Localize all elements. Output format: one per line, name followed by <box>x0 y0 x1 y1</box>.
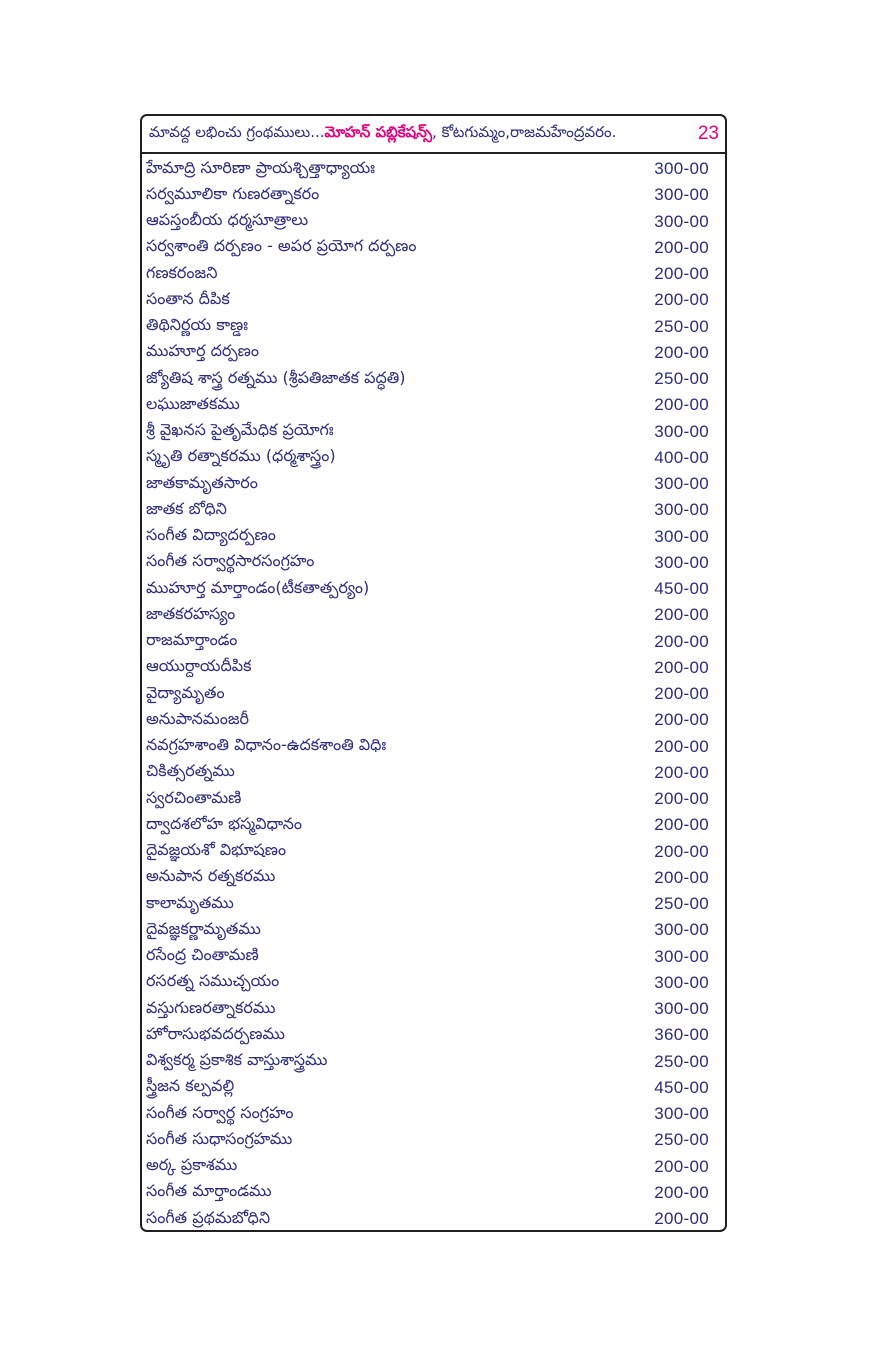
book-list-item <box>142 156 725 182</box>
book-title: జ్యోతిష శాస్త్ర రత్నము (శ్రీపతిజాతక పద్ధతి) <box>146 367 406 387</box>
book-list-item <box>142 1075 725 1101</box>
book-price: 200-00 <box>654 1156 709 1176</box>
book-price: 300-00 <box>654 421 709 441</box>
book-title: స్వరచింతామణి <box>146 787 242 807</box>
book-title: సంగీత సుధాసంగ్రహము <box>146 1128 293 1148</box>
book-list-item <box>142 261 725 287</box>
book-list-item <box>142 707 725 733</box>
book-price: 300-00 <box>654 972 709 992</box>
book-title: జాతక బోధిని <box>146 498 227 518</box>
book-title: సంగీత మార్తాండము <box>146 1181 272 1201</box>
header-intro-text: మావద్ద లభించు గ్రంథములు... <box>149 123 325 141</box>
book-list-item <box>142 970 725 996</box>
book-list <box>142 154 725 1232</box>
book-title: సంతాన దీపిక <box>146 288 230 308</box>
book-title: ఆయుర్దాయదీపిక <box>146 656 252 676</box>
book-list-item <box>142 497 725 523</box>
book-title: వైద్యామృతం <box>146 682 225 702</box>
book-title: జాతకామృతసారం <box>146 472 258 492</box>
book-price: 200-00 <box>654 841 709 861</box>
book-price: 200-00 <box>654 867 709 887</box>
book-list-item <box>142 681 725 707</box>
book-price: 300-00 <box>654 552 709 572</box>
book-title: సర్వమూలికా గుణరత్నాకరం <box>146 183 320 203</box>
publisher-name: మోహన్ పబ్లికేషన్స్ <box>324 123 433 141</box>
book-list-item <box>142 340 725 366</box>
book-title: రాజమార్తాండం <box>146 630 238 650</box>
book-price: 250-00 <box>654 1130 709 1150</box>
book-title: వస్తుగుణరత్నాకరము <box>146 997 276 1017</box>
book-catalog-box <box>140 114 727 1232</box>
book-title: ముహూర్త దర్పణం <box>146 341 259 361</box>
book-list-item <box>142 812 725 838</box>
book-list-item <box>142 1180 725 1206</box>
book-list-item <box>142 445 725 471</box>
book-list-item <box>142 287 725 313</box>
book-list-item <box>142 392 725 418</box>
book-price: 200-00 <box>654 710 709 730</box>
book-list-item <box>142 1206 725 1232</box>
book-list-item <box>142 1101 725 1127</box>
book-price: 300-00 <box>654 474 709 494</box>
book-price: 450-00 <box>654 1077 709 1097</box>
book-title: గణకరంజని <box>146 262 218 282</box>
book-price: 300-00 <box>654 999 709 1019</box>
book-title: అనుపానమంజరీ <box>146 708 250 728</box>
book-list-item <box>142 1049 725 1075</box>
book-title: తిథినిర్ణయ కాణ్డః <box>146 315 249 335</box>
book-price: 300-00 <box>654 185 709 205</box>
book-list-item <box>142 209 725 235</box>
book-title: హోరాసుభవదర్పణము <box>146 1023 285 1043</box>
book-list-item <box>142 655 725 681</box>
book-price: 200-00 <box>654 789 709 809</box>
book-title: ఆపస్తంబీయ ధర్మసూత్రాలు <box>146 210 309 230</box>
book-title: చికిత్సరత్నము <box>146 761 235 781</box>
book-title: సర్వశాంతి దర్పణం - అపర ప్రయోగ దర్పణం <box>146 236 417 256</box>
book-price: 450-00 <box>654 579 709 599</box>
book-list-item <box>142 734 725 760</box>
book-price: 300-00 <box>654 211 709 231</box>
book-price: 200-00 <box>654 395 709 415</box>
book-list-item <box>142 1022 725 1048</box>
book-title: లఘుజాతకము <box>146 393 240 413</box>
book-price: 250-00 <box>654 316 709 336</box>
book-price: 300-00 <box>654 1104 709 1124</box>
book-title: రసరత్న సముచ్చయం <box>146 971 280 991</box>
book-list-item <box>142 524 725 550</box>
book-title: ద్వాదశలోహ భస్మవిధానం <box>146 813 302 833</box>
book-price: 200-00 <box>654 290 709 310</box>
book-title: అనుపాన రత్నకరము <box>146 866 276 886</box>
book-price: 200-00 <box>654 1182 709 1202</box>
book-list-item <box>142 917 725 943</box>
book-price: 200-00 <box>654 736 709 756</box>
book-list-item <box>142 1127 725 1153</box>
book-list-item <box>142 629 725 655</box>
book-price: 200-00 <box>654 631 709 651</box>
book-list-item <box>142 1154 725 1180</box>
book-price: 200-00 <box>654 264 709 284</box>
book-title: సంగీత ప్రథమబోధిని <box>146 1207 271 1227</box>
book-title: కాలామృతము <box>146 892 234 912</box>
book-price: 250-00 <box>654 369 709 389</box>
book-title: సంగీత సర్వార్థసారసంగ్రహం <box>146 551 315 571</box>
book-price: 360-00 <box>654 1025 709 1045</box>
book-list-item <box>142 944 725 970</box>
book-list-item <box>142 235 725 261</box>
book-title: అర్క ప్రకాశము <box>146 1155 238 1175</box>
book-list-item <box>142 891 725 917</box>
book-list-item <box>142 839 725 865</box>
book-list-item <box>142 996 725 1022</box>
book-price: 300-00 <box>654 500 709 520</box>
book-list-item <box>142 576 725 602</box>
book-price: 200-00 <box>654 815 709 835</box>
book-list-item <box>142 471 725 497</box>
book-title: నవగ్రహశాంతి విధానం-ఉదకశాంతి విధిః <box>146 735 387 755</box>
book-title: శ్రీ వైఖనస పైతృమేధిక ప్రయోగః <box>146 420 334 440</box>
book-price: 200-00 <box>654 342 709 362</box>
book-list-item <box>142 182 725 208</box>
book-price: 300-00 <box>654 526 709 546</box>
book-title: హేమాద్రి సూరిణా ప్రాయశ్చిత్తాధ్యాయః <box>146 157 375 177</box>
book-price: 200-00 <box>654 605 709 625</box>
book-price: 250-00 <box>654 1051 709 1071</box>
book-list-item <box>142 550 725 576</box>
book-price: 200-00 <box>654 1209 709 1229</box>
book-list-item <box>142 314 725 340</box>
book-title: ముహూర్త మార్తాండం(టీకతాత్పర్యం) <box>146 577 370 597</box>
book-title: సంగీత సర్వార్థ సంగ్రహం <box>146 1102 294 1122</box>
book-title: దైవజ్ఞయశో విభూషణం <box>146 840 287 860</box>
book-price: 300-00 <box>654 946 709 966</box>
book-price: 300-00 <box>654 920 709 940</box>
book-list-item <box>142 786 725 812</box>
book-title: విశ్వకర్మ ప్రకాశిక వాస్తుశాస్త్రము <box>146 1050 328 1070</box>
book-price: 300-00 <box>654 159 709 179</box>
book-list-item <box>142 865 725 891</box>
book-list-item <box>142 366 725 392</box>
book-list-item <box>142 419 725 445</box>
book-price: 250-00 <box>654 894 709 914</box>
book-list-item <box>142 602 725 628</box>
book-title: స్త్రీజన కల్పవల్లి <box>146 1076 235 1096</box>
publisher-address: , కోటగుమ్మం,రాజమహేంద్రవరం. <box>432 123 617 141</box>
catalog-header <box>142 116 725 154</box>
book-title: జాతకరహస్యం <box>146 603 236 623</box>
book-title: స్మృతి రత్నాకరము (ధర్మశాస్త్రం) <box>146 446 336 466</box>
book-price: 400-00 <box>654 447 709 467</box>
page-number: 23 <box>697 123 719 144</box>
book-title: దైవజ్ఞకర్ణామృతము <box>146 918 261 938</box>
book-list-item <box>142 760 725 786</box>
book-title: సంగీత విద్యాదర్పణం <box>146 525 276 545</box>
book-title: రసేంద్ర చింతామణి <box>146 945 259 965</box>
book-price: 200-00 <box>654 237 709 257</box>
book-price: 200-00 <box>654 684 709 704</box>
book-price: 200-00 <box>654 657 709 677</box>
book-price: 200-00 <box>654 762 709 782</box>
